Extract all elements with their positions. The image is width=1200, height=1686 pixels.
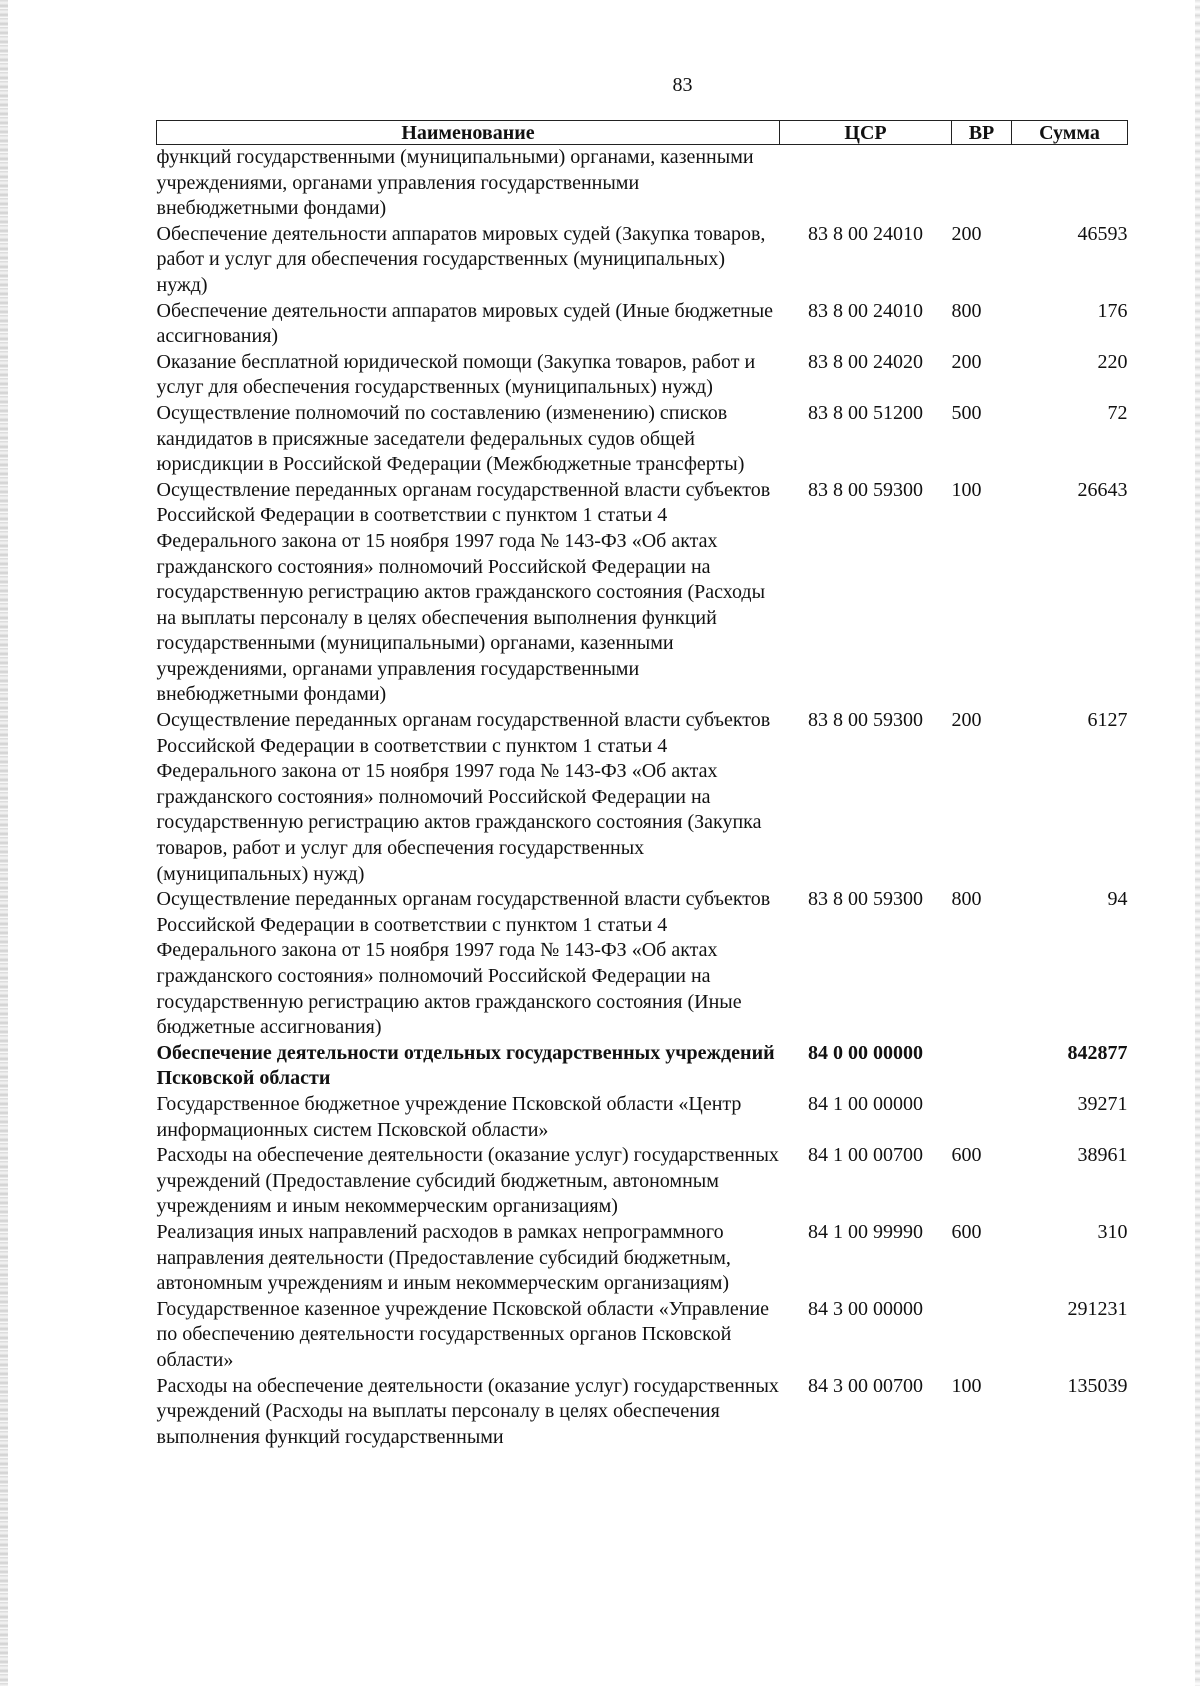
row-sum-cell: 176 [1097, 299, 1128, 322]
table-row [157, 1374, 1128, 1451]
row-csr-cell: 84 1 00 00700 [808, 1144, 923, 1167]
row-name-cell: Оказание бесплатной юридической помощи (Закупка товаров, работ и услуг для обеспечения государственных (муниципальных) нужд) [156, 350, 756, 399]
row-name-cell: Расходы на обеспечение деятельности (оказание услуг) государственных учреждений (Расходы на выплаты персоналу в целях обеспечения выполнения функций государственными [156, 1374, 779, 1448]
row-vr-cell: 100 [951, 478, 982, 501]
row-vr-cell: 200 [951, 709, 982, 732]
table-row [157, 1297, 1128, 1374]
table-row [157, 1220, 1128, 1297]
table-row [157, 350, 1128, 401]
row-sum-cell: 135039 [1067, 1374, 1128, 1397]
table-row [157, 299, 1128, 350]
row-name-cell: функций государственными (муниципальными) органами, казенными учреждениями, органами управления государственными внебюджетными фондами) [156, 146, 754, 220]
row-csr-cell: 83 8 00 59300 [808, 709, 923, 732]
table-row [157, 1041, 1128, 1092]
row-sum-cell: 291231 [1067, 1297, 1128, 1320]
row-name-cell: Реализация иных направлений расходов в рамках непрограммного направления деятельности (Предоставление субсидий бюджетным, автономным учреждениям и иным некоммерческим организациям) [156, 1220, 731, 1295]
table-row [157, 708, 1128, 887]
row-csr-cell: 83 8 00 24020 [808, 350, 923, 373]
row-sum-cell: 38961 [1077, 1144, 1128, 1167]
row-sum-cell: 72 [1107, 401, 1128, 424]
row-sum-cell: 220 [1097, 350, 1128, 373]
table-body [157, 145, 1128, 1451]
row-vr-cell: 800 [951, 888, 982, 911]
scan-left-edge [0, 0, 8, 1686]
header-sum: Сумма [1012, 121, 1128, 145]
scan-right-edge [1195, 0, 1200, 1686]
row-name-cell: Осуществление переданных органам государственной власти субъектов Российской Федерации в соответствии с пунктом 1 статьи 4 Федерального закона от 15 ноября 1997 года № 143-ФЗ «Об актах гражданского состояния» полномочий Российской Федерации на государственную регистрацию актов гражданского состояния (Закупка товаров, работ и услуг для обеспечения государственных (муниципальных) нужд) [156, 709, 771, 885]
row-sum-cell: 6127 [1087, 709, 1128, 732]
table-row [157, 145, 1128, 222]
row-sum-cell: 94 [1107, 888, 1128, 911]
row-name-cell: Осуществление переданных органам государственной власти субъектов Российской Федерации в соответствии с пунктом 1 статьи 4 Федерального закона от 15 ноября 1997 года № 143-ФЗ «Об актах гражданского состояния» полномочий Российской Федерации на государственную регистрацию актов гражданского состояния (Расходы на выплаты персоналу в целях обеспечения выполнения функций государственными (муниципальными) органами, казенными учреждениями, органами управления государственными внебюджетными фондами) [156, 478, 771, 706]
row-name-cell: Обеспечение деятельности отдельных государственных учреждений Псковской области [156, 1041, 775, 1090]
row-vr-cell: 600 [951, 1144, 982, 1167]
table-row [157, 887, 1128, 1041]
row-vr-cell [952, 1092, 1012, 1143]
row-csr-cell: 84 1 00 00000 [808, 1092, 923, 1115]
table-header [157, 121, 1128, 145]
header-name: Наименование [157, 121, 780, 145]
row-csr-cell: 83 8 00 59300 [808, 478, 923, 501]
row-vr-cell: 200 [951, 350, 982, 373]
header-csr: ЦСР [780, 121, 952, 145]
row-csr-cell: 83 8 00 51200 [808, 401, 923, 424]
row-name-cell: Обеспечение деятельности аппаратов мировых судей (Иные бюджетные ассигнования) [156, 299, 774, 348]
table-row [157, 478, 1128, 708]
row-csr-cell: 83 8 00 24010 [808, 222, 923, 245]
row-sum-cell: 310 [1097, 1220, 1128, 1243]
row-name-cell: Расходы на обеспечение деятельности (оказание услуг) государственных учреждений (Предоставление субсидий бюджетным, автономным учреждениям и иным некоммерческим организациям) [156, 1144, 779, 1218]
row-vr-cell: 600 [951, 1220, 982, 1243]
row-sum-cell: 842877 [1067, 1041, 1128, 1064]
row-csr-cell: 83 8 00 59300 [808, 888, 923, 911]
row-vr-cell: 200 [951, 222, 982, 245]
row-sum-cell: 46593 [1077, 222, 1128, 245]
row-sum-cell: 26643 [1077, 478, 1128, 501]
row-csr-cell: 84 0 00 00000 [808, 1041, 923, 1064]
row-sum-cell [1012, 145, 1128, 222]
row-name-cell: Обеспечение деятельности аппаратов мировых судей (Закупка товаров, работ и услуг для обеспечения государственных (муниципальных) нужд) [156, 222, 766, 296]
header-vr: ВР [952, 121, 1012, 145]
row-name-cell: Осуществление переданных органам государственной власти субъектов Российской Федерации в соответствии с пунктом 1 статьи 4 Федерального закона от 15 ноября 1997 года № 143-ФЗ «Об актах гражданского состояния» полномочий Российской Федерации на государственную регистрацию актов гражданского состояния (Иные бюджетные ассигнования) [156, 888, 771, 1039]
budget-table [156, 120, 1128, 1450]
row-csr-cell: 84 3 00 00700 [808, 1374, 923, 1397]
table-row [157, 222, 1128, 299]
row-vr-cell [952, 145, 1012, 222]
row-vr-cell: 500 [951, 401, 982, 424]
row-sum-cell: 39271 [1077, 1092, 1128, 1115]
table-row [157, 401, 1128, 478]
row-name-cell: Государственное бюджетное учреждение Псковской области «Центр информационных систем Псковской области» [156, 1092, 742, 1141]
row-vr-cell [952, 1041, 1012, 1092]
row-csr-cell: 84 3 00 00000 [808, 1297, 923, 1320]
row-name-cell: Государственное казенное учреждение Псковской области «Управление по обеспечению деятельности государственных органов Псковской области» [156, 1297, 770, 1371]
page-number: 83 [672, 74, 693, 96]
row-vr-cell: 800 [951, 299, 982, 322]
row-csr-cell: 84 1 00 99990 [808, 1220, 923, 1243]
row-vr-cell: 100 [951, 1374, 982, 1397]
row-csr-cell [780, 145, 952, 222]
row-vr-cell [952, 1297, 1012, 1374]
row-csr-cell: 83 8 00 24010 [808, 299, 923, 322]
table-row [157, 1092, 1128, 1143]
row-name-cell: Осуществление полномочий по составлению (изменению) списков кандидатов в присяжные заседатели федеральных судов общей юрисдикции в Российской Федерации (Межбюджетные трансферты) [156, 401, 745, 476]
table-row [157, 1143, 1128, 1220]
